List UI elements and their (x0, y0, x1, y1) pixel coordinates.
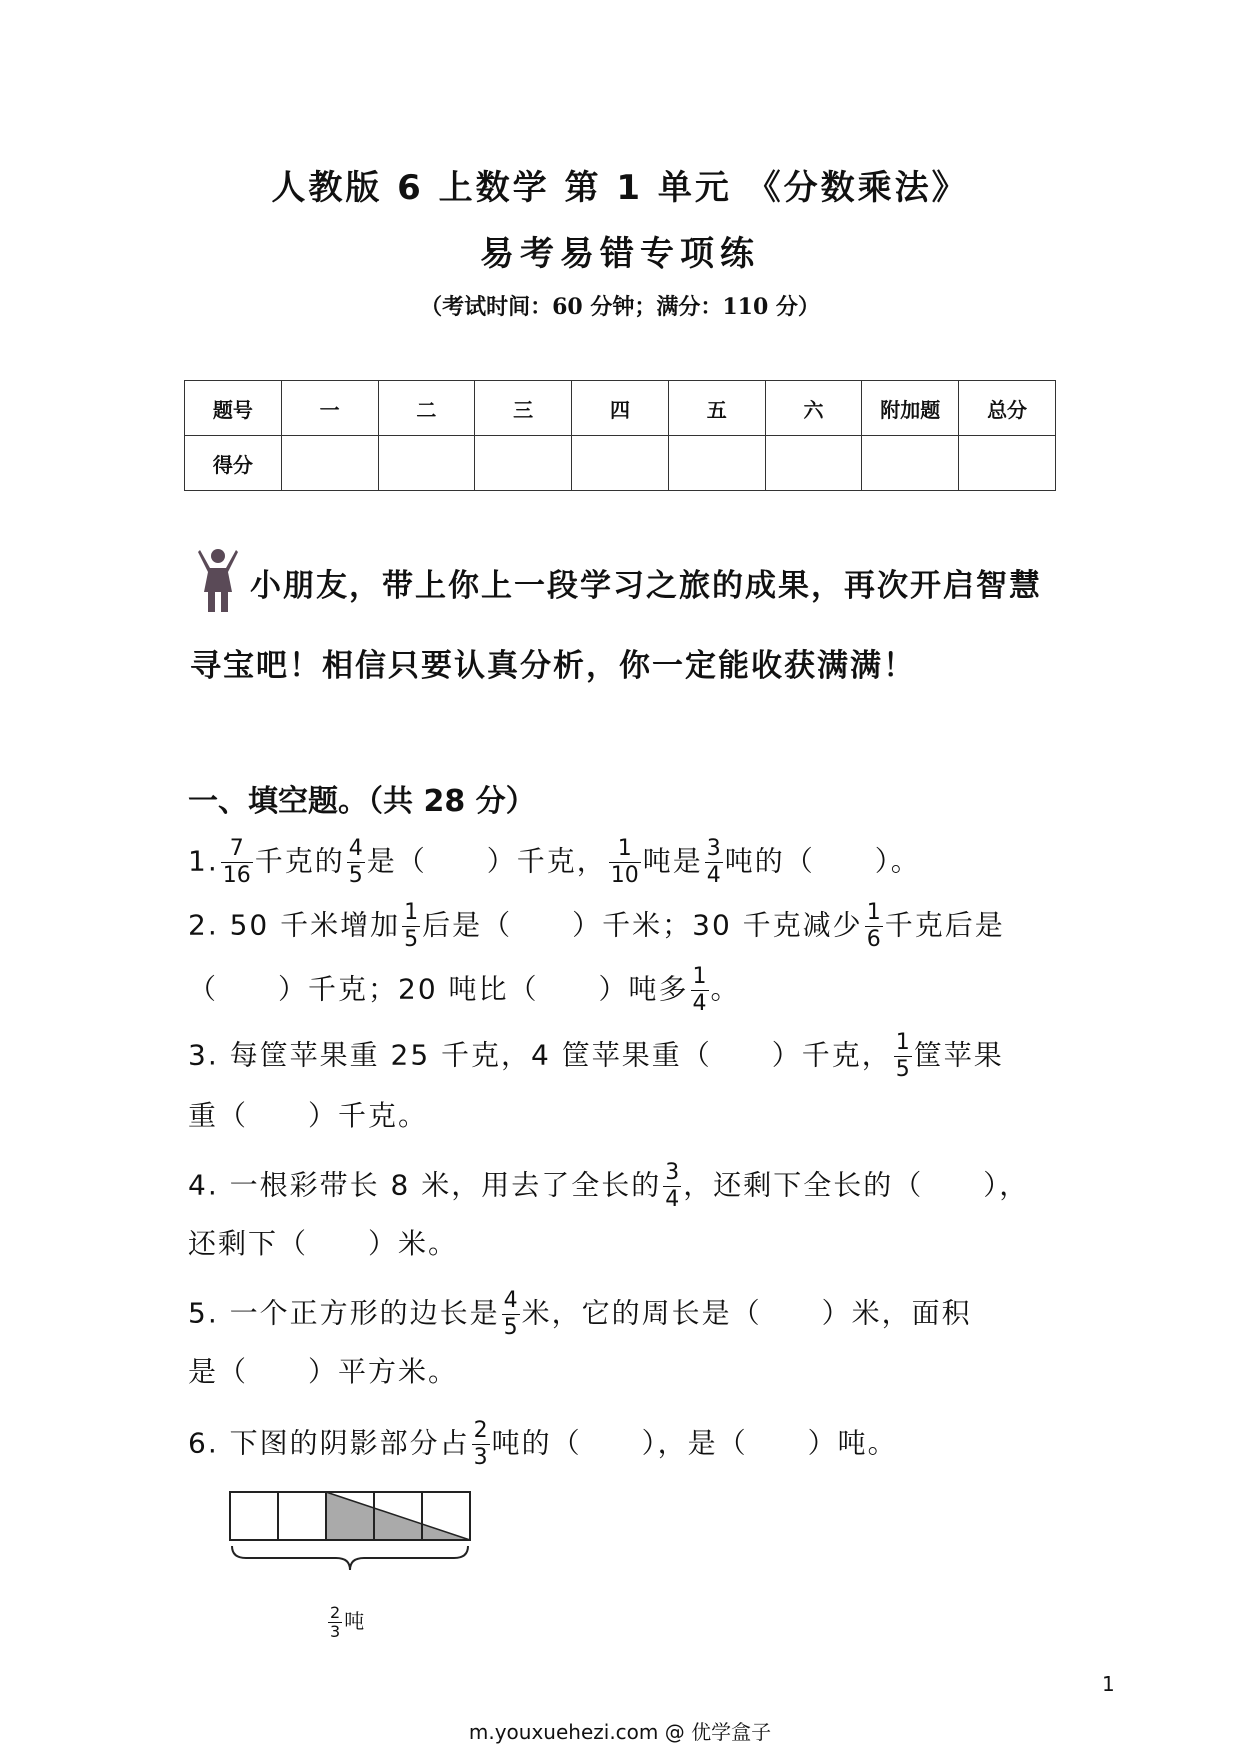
fraction: $\frac{3}{4}$ (665, 1160, 680, 1212)
score-header-cell: 题号 (185, 381, 282, 436)
score-cell[interactable] (281, 436, 378, 491)
question-4: 4. 一根彩带长 8 米，用去了全长的 $\frac{3}{4}$ ，还剩下全长的（ ）， (188, 1160, 1030, 1212)
intro-line-1: 小朋友，带上你上一段学习之旅的成果，再次开启智慧 (250, 568, 1042, 604)
question-2-cont: （ ）千克；20 吨比（ ）吨多 $\frac{1}{4}$ 。 (188, 964, 741, 1016)
question-5: 5. 一个正方形的边长是 $\frac{4}{5}$ 米，它的周长是（ ）米，面积 (188, 1288, 972, 1340)
fraction: $\frac{3}{4}$ (706, 836, 721, 888)
score-table-score-row (185, 436, 1056, 491)
page-title: 人教版 6 上数学 第 1 单元 《分数乘法》 (271, 168, 969, 208)
score-table-header-row (185, 381, 1056, 436)
exam-info: （考试时间：60 分钟；满分：110 分） (420, 294, 820, 320)
fraction: $\frac{1}{5}$ (895, 1030, 910, 1082)
score-header-cell: 总分 (959, 381, 1056, 436)
fraction: $\frac{2}{3}$ (330, 1603, 341, 1641)
footer-watermark: m.youxuehezi.com @ 优学盒子 (468, 1720, 772, 1744)
girl-icon (196, 548, 240, 614)
score-header-cell: 四 (572, 381, 669, 436)
score-header-cell: 六 (765, 381, 862, 436)
score-cell[interactable] (765, 436, 862, 491)
fraction: $\frac{4}{5}$ (348, 836, 363, 888)
fraction: $\frac{4}{5}$ (503, 1288, 518, 1340)
fraction: $\frac{1}{6}$ (866, 900, 881, 952)
diagram-label: $\frac{2}{3}$ 吨 (330, 1603, 365, 1641)
question-2: 2. 50 千米增加 $\frac{1}{5}$ 后是（ ）千米；30 千克减少 $\frac{1}{6}$ 千克后是 (188, 900, 1005, 952)
fraction: $\frac{1}{5}$ (404, 900, 419, 952)
fraction: $\frac{7}{16}$ (222, 836, 251, 888)
score-header-cell: 三 (475, 381, 572, 436)
score-header-cell: 二 (378, 381, 475, 436)
question-5-cont: 是（ ）平方米。 (188, 1355, 459, 1388)
intro-line-2: 寻宝吧！相信只要认真分析，你一定能收获满满！ (190, 648, 916, 684)
question-4-cont: 还剩下（ ）米。 (188, 1227, 459, 1260)
question-3-cont: 重（ ）千克。 (188, 1099, 429, 1132)
question-1: 1. $\frac{7}{16}$ 千克的 $\frac{4}{5}$ 是（ ）千克， $\frac{1}{10}$ 吨是 $\frac{3}{4}$ 吨的（ ）。 (188, 836, 921, 888)
score-table (184, 380, 1056, 491)
fraction: $\frac{1}{10}$ (610, 836, 639, 888)
fraction: $\frac{2}{3}$ (473, 1418, 488, 1470)
score-cell[interactable] (378, 436, 475, 491)
page-number: 1 (1102, 1672, 1115, 1696)
section-1-title: 一、填空题。（共 28 分） (188, 784, 536, 819)
brace (232, 1546, 468, 1570)
score-cell[interactable] (475, 436, 572, 491)
question-6: 6. 下图的阴影部分占 $\frac{2}{3}$ 吨的（ ），是（ ）吨。 (188, 1418, 898, 1470)
shaded-bar-diagram (226, 1490, 486, 1600)
score-header-cell: 附加题 (862, 381, 959, 436)
score-header-cell: 五 (668, 381, 765, 436)
score-cell[interactable] (572, 436, 669, 491)
score-row-label: 得分 (185, 436, 282, 491)
score-cell[interactable] (668, 436, 765, 491)
score-cell[interactable] (959, 436, 1056, 491)
score-header-cell: 一 (281, 381, 378, 436)
fraction: $\frac{1}{4}$ (692, 964, 707, 1016)
score-cell[interactable] (862, 436, 959, 491)
page-subtitle: 易考易错专项练 (480, 234, 760, 274)
question-3: 3. 每筐苹果重 25 千克，4 筐苹果重（ ）千克， $\frac{1}{5}$ 筐苹果 (188, 1030, 1004, 1082)
